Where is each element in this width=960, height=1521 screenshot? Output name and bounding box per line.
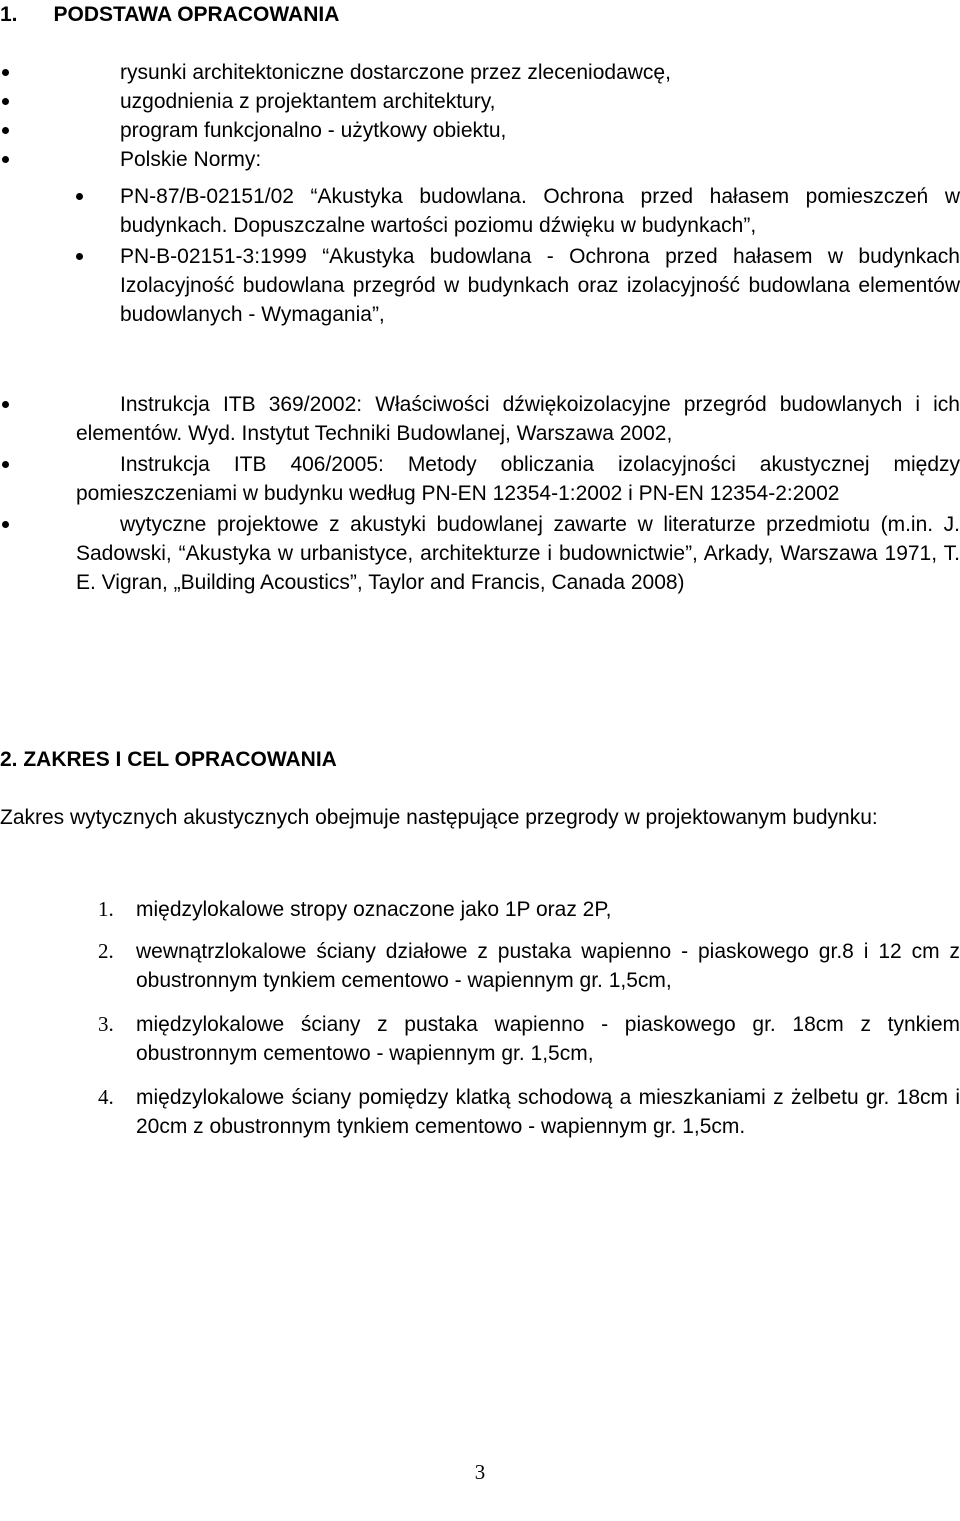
page-number: 3: [474, 1460, 486, 1484]
list-item-text: uzgodnienia z projektantem architektury,: [120, 90, 496, 113]
norm-text: PN-87/B-02151/02 “Akustyka budowlana. Ochrona przed hałasem pomieszczeń w budynkach. Dopuszczalne wartości poziomu dźwięku w budynkach”,: [120, 185, 960, 237]
section-2-title: ZAKRES I CEL OPRACOWANIA: [23, 748, 337, 771]
list-item: [0, 58, 960, 87]
bullet-icon: [2, 127, 9, 134]
list-item-text: rysunki architektoniczne dostarczone przez zleceniodawcę,: [120, 61, 671, 84]
basis-list: [0, 58, 960, 174]
list-item: [0, 182, 960, 240]
list-item: [0, 510, 960, 597]
list-item: [0, 87, 960, 116]
list-item: [0, 116, 960, 145]
reference-text: Instrukcja ITB 369/2002: Właściwości dźwiękoizolacyjne przegród budowlanych i ich elementów. Wyd. Instytut Techniki Budowlanej, Warszawa 2002,: [76, 393, 960, 445]
list-item-text: międzylokalowe stropy oznaczone jako 1P oraz 2P,: [136, 898, 612, 921]
list-number: 2.: [98, 939, 114, 963]
bullet-icon: [2, 461, 9, 468]
bullet-icon: [2, 98, 9, 105]
section-2-number: 2.: [0, 748, 18, 771]
list-item: [0, 145, 960, 174]
list-item-text: program funkcjonalno - użytkowy obiektu,: [120, 119, 507, 142]
list-item-text: wewnątrzlokalowe ściany działowe z pustaka wapienno - piaskowego gr.8 i 12 cm z obustronnym tynkiem cementowo - wapiennym gr. 1,5cm,: [136, 940, 960, 992]
bullet-icon: [76, 253, 83, 260]
norm-text: PN-B-02151-3:1999 “Akustyka budowlana - Ochrona przed hałasem w budynkach Izolacyjność budowlana przegród w budynkach oraz izolacyjność budowlana elementów budowlanych - Wymagania”,: [120, 245, 960, 326]
section-1-number: 1.: [0, 3, 18, 26]
list-item: [0, 450, 960, 508]
section-2-heading: [0, 745, 337, 774]
scope-intro: Zakres wytycznych akustycznych obejmuje następujące przegrody w projektowanym budynku:: [0, 806, 878, 829]
bullet-icon: [2, 69, 9, 76]
list-number: 1.: [98, 897, 114, 921]
references-list: [0, 390, 960, 597]
norms-list: [0, 182, 960, 329]
section-1-heading: [0, 0, 339, 29]
list-item: [0, 242, 960, 329]
bullet-icon: [76, 193, 83, 200]
bullet-icon: [2, 521, 9, 528]
list-number: 4.: [98, 1085, 114, 1109]
section-1-title: PODSTAWA OPRACOWANIA: [53, 3, 340, 26]
list-number: 3.: [98, 1012, 114, 1036]
bullet-icon: [2, 401, 9, 408]
reference-text: Instrukcja ITB 406/2005: Metody obliczania izolacyjności akustycznej między pomieszczeniami w budynku według PN-EN 12354-1:2002 i PN-EN 12354-2:2002: [76, 453, 960, 505]
bullet-icon: [2, 156, 9, 163]
list-item-text: międzylokalowe ściany z pustaka wapienno - piaskowego gr. 18cm z tynkiem obustronnym cementowo - wapiennym gr. 1,5cm,: [136, 1013, 960, 1065]
list-item-text: Polskie Normy:: [120, 148, 262, 171]
reference-text: wytyczne projektowe z akustyki budowlanej zawarte w literaturze przedmiotu (m.in. J. Sadowski, “Akustyka w urbanistyce, architekturze i budownictwie”, Arkady, Warszawa 1971, T. E. Vigran, „Building Acoustics”, Taylor and Francis, Canada 2008): [76, 513, 960, 594]
list-item-text: międzylokalowe ściany pomiędzy klatką schodową a mieszkaniami z żelbetu gr. 18cm i 20cm z obustronnym tynkiem cementowo - wapiennym gr. 1,5cm.: [136, 1086, 960, 1138]
list-item: [0, 390, 960, 448]
